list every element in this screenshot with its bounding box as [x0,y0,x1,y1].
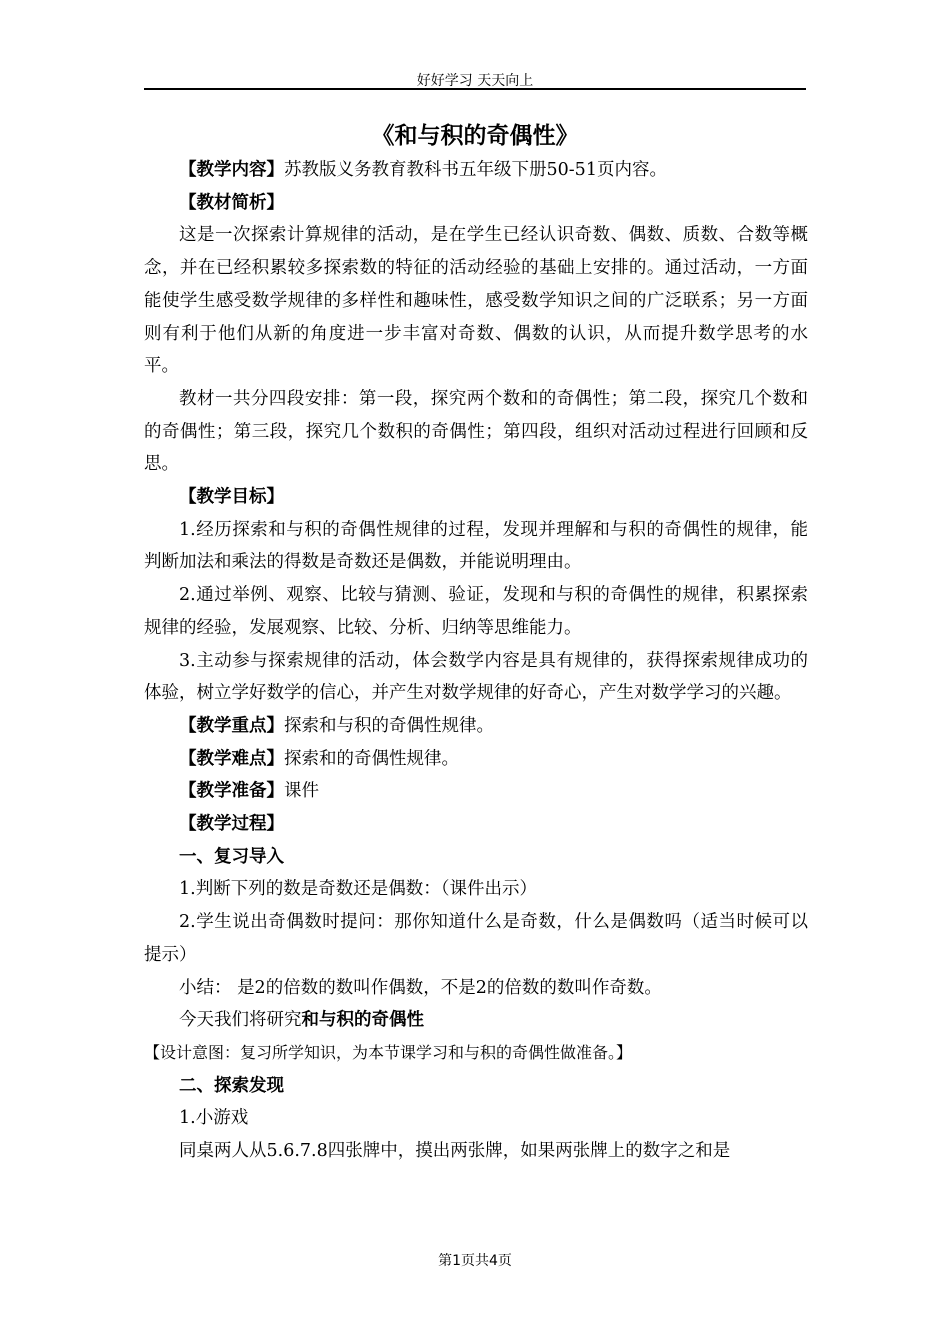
difficulty-text: 探索和的奇偶性规律。 [284,748,459,769]
content-paragraph [144,154,808,187]
part1-item-2: 2.学生说出奇偶数时提问：那你知道什么是奇数，什么是偶数吗（适当时候可以提示） [144,912,808,965]
page-footer: 第1页共4页 [438,1253,512,1269]
key-point-paragraph [144,710,808,743]
part1-heading: 一、复习导入 [179,846,284,867]
design-note: 【设计意图：复习所学知识，为本节课学习和与积的奇偶性做准备。】 [144,1042,633,1062]
today-paragraph [144,1004,808,1037]
today-topic: 和与积的奇偶性 [301,1010,424,1031]
goal-1: 1.经历探索和与积的奇偶性规律的过程，发现并理解和与积的奇偶性的规律，能判断加法和乘法的得数是奇数还是偶数，并能说明理由。 [144,519,808,573]
key-text: 探索和与积的奇偶性规律。 [284,715,494,736]
summary: 小结： 是2的倍数的数叫作偶数，不是2的倍数的数叫作奇数。 [179,977,662,998]
prep-text: 课件 [284,781,319,802]
difficulty-paragraph [144,743,808,776]
page-header: 好好学习 天天向上 [416,73,534,89]
content-text: 苏教版义务教育教科书五年级下册50-51页内容。 [284,160,667,180]
content-label: 【教学内容】 [179,160,284,180]
goals-label: 【教学目标】 [179,487,284,508]
difficulty-label: 【教学难点】 [179,748,284,769]
header-rule [144,88,806,90]
prep-paragraph [144,775,808,808]
today-prefix: 今天我们将研究 [179,1010,302,1031]
document-body [144,154,808,1168]
part2-heading: 二、探索发现 [179,1075,284,1096]
analysis-paragraph-1: 这是一次探索计算规律的活动，是在学生已经认识奇数、偶数、质数、合数等概念，并在已经积累较多探索数的特征的活动经验的基础上安排的。通过活动，一方面能使学生感受数学规律的多样性和趣味性，感受数学知识之间的广泛联系；另一方面则有利于他们从新的角度进一步丰富对奇数、偶数的认识，从而提升数学思考的水平。 [144,225,808,377]
analysis-paragraph-2: 教材一共分四段安排：第一段，探究两个数和的奇偶性；第二段，探究几个数和的奇偶性；第三段，探究几个数积的奇偶性；第四段，组织对活动过程进行回顾和反思。 [144,388,808,475]
part1-item-1: 1.判断下列的数是奇数还是偶数：（课件出示） [179,879,537,900]
part2-item-1: 1.小游戏 [179,1108,249,1129]
goal-2: 2.通过举例、观察、比较与猜测、验证，发现和与积的奇偶性的规律，积累探索规律的经验，发展观察、比较、分析、归纳等思维能力。 [144,585,808,638]
key-label: 【教学重点】 [179,715,284,736]
process-label: 【教学过程】 [179,814,284,835]
part2-item-1-text: 同桌两人从5.6.7.8四张牌中，摸出两张牌，如果两张牌上的数字之和是 [179,1141,731,1162]
prep-label: 【教学准备】 [179,781,284,802]
analysis-label: 【教材简析】 [179,192,284,213]
document-title: 《和与积的奇偶性》 [371,123,579,149]
goal-3: 3.主动参与探索规律的活动，体会数学内容是具有规律的，获得探索规律成功的体验，树立学好数学的信心，并产生对数学规律的好奇心，产生对数学学习的兴趣。 [144,650,808,704]
